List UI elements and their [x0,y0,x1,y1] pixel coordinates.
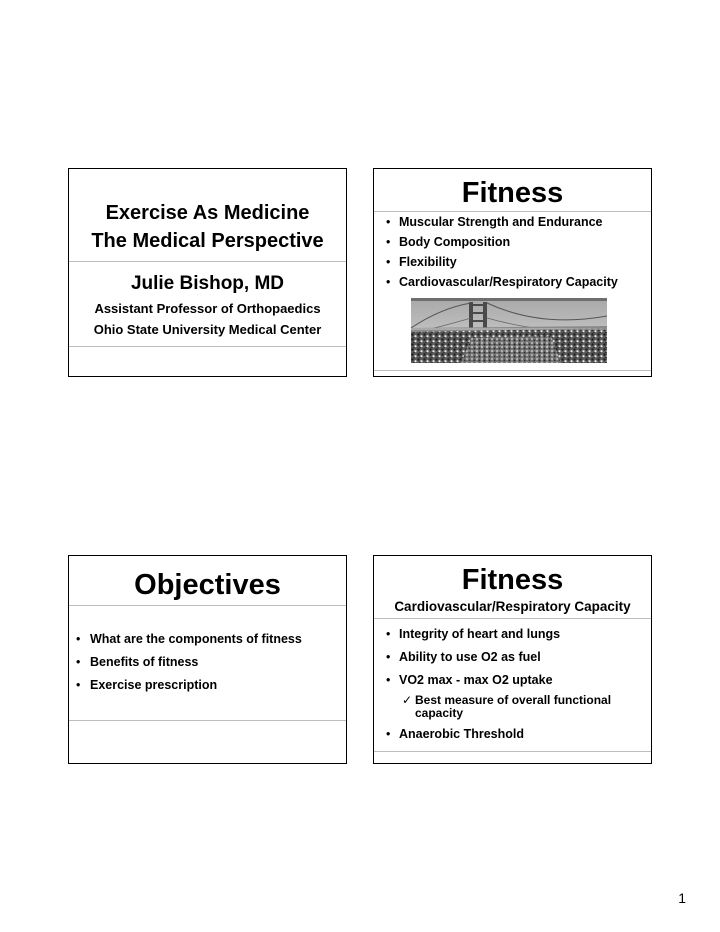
slide-4-sub-bullet [402,694,632,720]
bullet-icon: • [76,678,81,692]
slide-1-title-line-2: The Medical Perspective [91,230,324,252]
bullet-icon: • [386,727,391,741]
bullet-icon: • [76,632,81,646]
slide-1-author: Julie Bishop, MD [130,273,285,294]
slide-4-bullet-list-end [386,727,524,747]
slide-2-bullet: • Body Composition [386,235,511,249]
slide-2-divider-top [374,211,651,212]
bullet-icon: • [386,673,391,687]
bullet-icon: • [76,655,81,669]
slide-2-divider-bottom [374,370,651,371]
slide-4-bullet: • Anaerobic Threshold [386,727,525,741]
slide-4-bullet: • VO2 max - max O2 uptake [386,673,553,687]
slide-2-bullet: • Flexibility [386,255,457,269]
slide-4-subtitle: Cardiovascular/Respiratory Capacity [394,599,631,614]
bullet-icon: • [386,235,391,249]
slide-4-bullet: • Integrity of heart and lungs [386,627,561,641]
slide-1-affiliation-line-1: Assistant Professor of Orthopaedics [94,301,321,316]
slide-3-bullet: • Benefits of fitness [76,655,199,669]
slide-2-title: Fitness [461,177,564,209]
slide-4-bullet-list [386,627,560,693]
slide-3-bullet: • What are the components of fitness [76,632,302,646]
slide-4-bullet: • Ability to use O2 as fuel [386,650,541,664]
slide-1-divider-bottom [69,346,346,347]
slide-3-divider-top [69,605,346,606]
slide-4-title: Fitness [461,564,564,596]
slide-2-bullet-list [386,215,618,295]
slide-1-divider-top [69,261,346,262]
slide-3-bullet: • Exercise prescription [76,678,218,692]
slide-4-divider-bottom [374,751,651,752]
slide-3-title: Objectives [134,569,281,601]
slide-3-objectives [68,555,347,764]
slide-2-fitness [373,168,652,377]
page-number: 1 [678,890,686,906]
bullet-icon: • [386,627,391,641]
bridge-marathon-photo-icon [411,298,607,363]
slide-4-sub-bullet-text: Best measure of overall functional capacity [415,693,612,720]
checkmark-icon: ✓ [402,693,413,707]
slide-1-title-line-1: Exercise As Medicine [105,202,310,224]
bullet-icon: • [386,215,391,229]
slide-2-bullet: • Muscular Strength and Endurance [386,215,603,229]
slide-2-bullet: • Cardiovascular/Respiratory Capacity [386,275,618,289]
slide-3-bullet-list [76,632,302,701]
bullet-icon: • [386,275,391,289]
bullet-icon: • [386,650,391,664]
slide-1-title [68,168,347,377]
slide-4-divider-top [374,618,651,619]
slide-1-affiliation-line-2: Ohio State University Medical Center [93,322,322,337]
slide-3-divider-bottom [69,720,346,721]
bullet-icon: • [386,255,391,269]
slide-4-fitness-cardio [373,555,652,764]
